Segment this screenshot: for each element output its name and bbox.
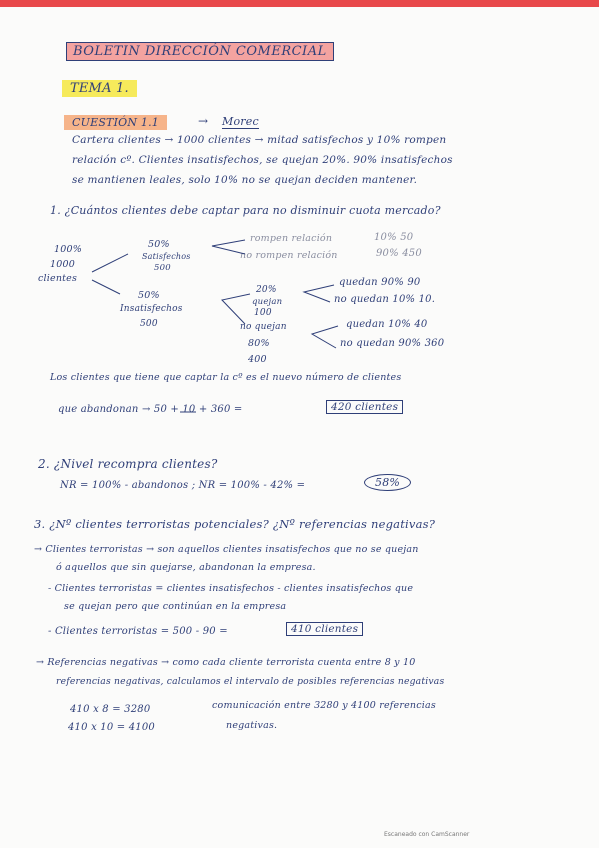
tree-unsatisfied-label: Insatisfechos bbox=[120, 304, 183, 314]
references-mult-1: 410 x 8 = 3280 bbox=[70, 704, 151, 715]
conclusion-line-1: Los clientes que tiene que captar la cº es el nuevo número de clientes bbox=[50, 372, 402, 383]
tree-root-label: clientes bbox=[38, 273, 78, 284]
tree-leaf-stay-nocomplain: quedan 10% 40 bbox=[346, 319, 428, 330]
tree-sat-leaf2-label: no rompen relación bbox=[240, 250, 338, 261]
branch-nocomplain-leaves bbox=[312, 326, 338, 348]
tree-root-pct: 100% bbox=[54, 244, 82, 255]
branch-complain-leaves bbox=[304, 285, 334, 302]
tree-complain-count: 100 bbox=[254, 308, 272, 318]
branch-unsatisfied-leaves bbox=[222, 294, 250, 324]
cuestion-label: CUESTIÓN 1.1 bbox=[64, 115, 167, 130]
tree-leaf-leave-nocomplain: no quedan 90% 360 bbox=[340, 338, 445, 349]
terrorist-definition-1: → Clientes terroristas → son aquellos clientes insatisfechos que no se quejan bbox=[34, 544, 419, 555]
tree-root-count: 1000 bbox=[50, 259, 75, 270]
question-2: 2. ¿Nivel recompra clientes? bbox=[38, 457, 218, 471]
question-2-formula: NR = 100% - abandonos ; NR = 100% - 42% = bbox=[60, 480, 306, 491]
tree-satisfied-count: 500 bbox=[154, 263, 171, 273]
intro-line-2: relación cº. Clientes insatisfechos, se quejan 20%. 90% insatisfechos bbox=[72, 154, 453, 166]
references-mult-2: 410 x 10 = 4100 bbox=[68, 722, 155, 733]
tree-nocomplain-count: 400 bbox=[248, 354, 267, 365]
tree-sat-leaf2-values: 90% 450 bbox=[376, 248, 422, 259]
references-line-1: → Referencias negativas → como cada cliente terrorista cuenta entre 8 y 10 bbox=[36, 657, 416, 668]
answer-2-circle: 58% bbox=[364, 474, 411, 491]
tree-nocomplain-label: no quejan bbox=[240, 322, 287, 332]
tree-complain-label: quejan bbox=[252, 297, 283, 307]
question-3: 3. ¿Nº clientes terroristas potenciales? ¿Nº referencias negativas? bbox=[34, 517, 436, 531]
tree-sat-leaf1-values: 10% 50 bbox=[374, 232, 414, 243]
scanner-footer: Escaneado con CamScanner bbox=[384, 831, 470, 838]
tree-leaf-stay-complain: quedan 90% 90 bbox=[339, 277, 421, 288]
references-line-2: referencias negativas, calculamos el intervalo de posibles referencias negativas bbox=[56, 676, 445, 687]
cuestion-name: Morec bbox=[222, 115, 259, 128]
terrorist-calc-1: - Clientes terroristas = clientes insatisfechos - clientes insatisfechos que bbox=[48, 583, 414, 594]
tree-unsatisfied-pct: 50% bbox=[138, 290, 160, 301]
branch-satisfied-leaves bbox=[212, 240, 245, 254]
tema-heading: TEMA 1. bbox=[62, 80, 137, 97]
cuestion-arrow: → bbox=[198, 114, 209, 128]
document-title: BOLETIN DIRECCIÓN COMERCIAL bbox=[66, 42, 334, 61]
branch-root-satisfied bbox=[92, 254, 128, 272]
branch-root-unsatisfied bbox=[92, 280, 120, 294]
intro-line-3: se mantienen leales, solo 10% no se quejan deciden mantener. bbox=[72, 174, 418, 186]
intro-line-1: Cartera clientes → 1000 clientes → mitad satisfechos y 10% rompen bbox=[72, 134, 447, 146]
references-comm-2: negativas. bbox=[226, 720, 278, 731]
question-1: 1. ¿Cuántos clientes debe captar para no disminuir cuota mercado? bbox=[50, 204, 441, 217]
tree-satisfied-pct: 50% bbox=[148, 239, 170, 250]
references-comm-1: comunicación entre 3280 y 4100 referencias bbox=[212, 700, 436, 711]
terrorist-calc-3: - Clientes terroristas = 500 - 90 = bbox=[48, 626, 228, 637]
tree-nocomplain-pct: 80% bbox=[248, 338, 270, 349]
tree-complain-pct: 20% bbox=[256, 285, 277, 295]
terrorist-calc-2: se quejan pero que continúan en la empresa bbox=[64, 601, 287, 612]
conclusion-line-2: que abandonan → 50 + 10 + 360 = bbox=[58, 404, 243, 415]
answer-1-box: 420 clientes bbox=[326, 400, 403, 414]
tree-leaf-leave-complain: no quedan 10% 10. bbox=[334, 294, 436, 305]
tree-satisfied-label: Satisfechos bbox=[142, 252, 191, 261]
terrorist-definition-2: ó aquellos que sin quejarse, abandonan la empresa. bbox=[56, 562, 316, 573]
tree-unsatisfied-count: 500 bbox=[140, 319, 158, 329]
tree-sat-leaf1-label: rompen relación bbox=[250, 233, 333, 244]
answer-3-box: 410 clientes bbox=[286, 622, 363, 636]
